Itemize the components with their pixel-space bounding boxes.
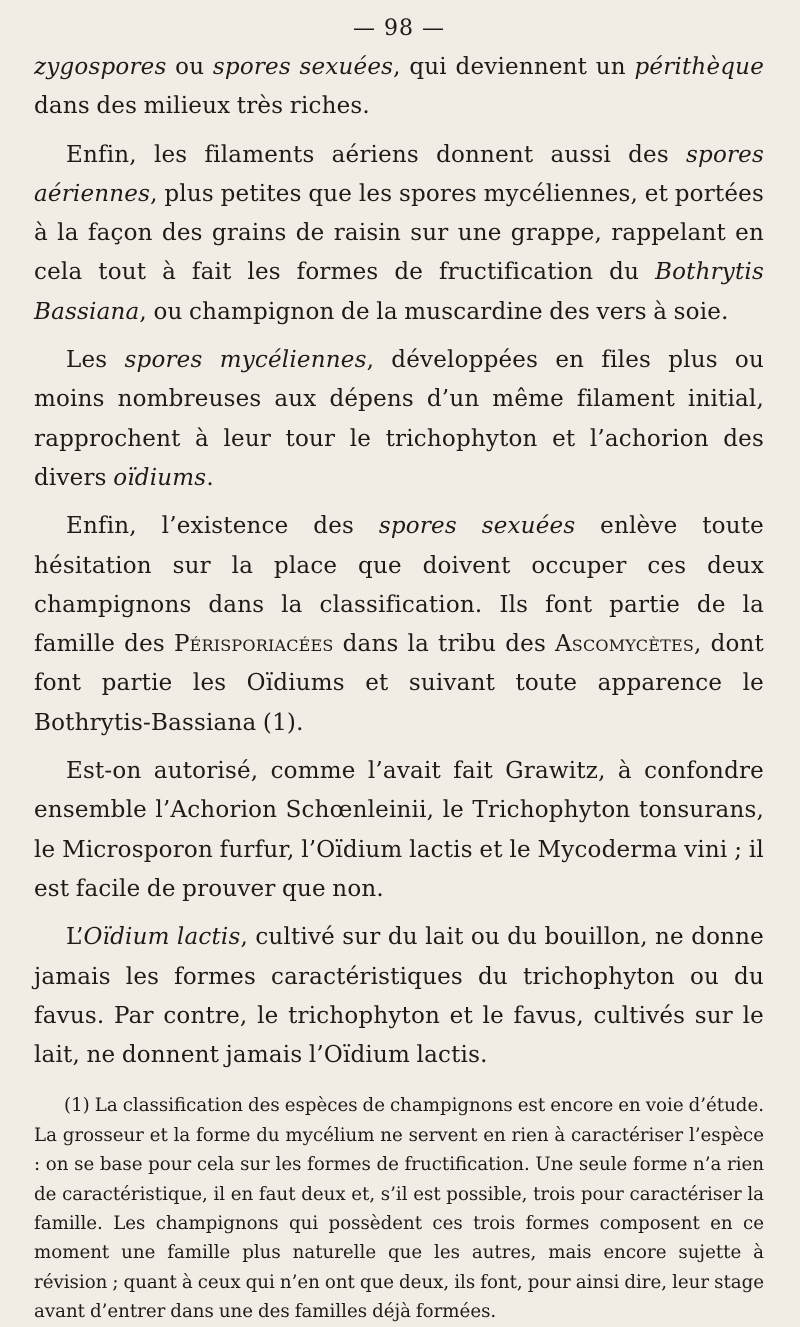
page-number: — 98 — xyxy=(353,16,445,41)
paragraph-oidium-lactis: L’Oïdium lactis, cultivé sur du lait ou du bouillon, ne donne jamais les formes caractéristiques du trichophyton ou du favus. Par contre, le trichophyton et le favus, cultivés sur le lait, ne donnent jamais l’Oïdium lactis. xyxy=(34,924,764,1069)
italic-run: spores sexuées xyxy=(378,513,576,540)
paragraph-spores-sexuees: Enfin, l’existence des spores sexuées enlève toute hésitation sur la place que doivent occuper ces deux champignons dans la classification. Ils font partie de la famille des Périsporiacées dans la tribu des Ascomycètes, dont font partie les Oïdiums et suivant toute apparence le Bothrytis-Bassiana (1). xyxy=(34,513,764,736)
italic-run: spores aériennes xyxy=(34,141,764,207)
footnotes xyxy=(34,1091,764,1326)
italic-run: Oïdium lactis xyxy=(83,924,241,951)
small-caps-run: Ascomycètes xyxy=(554,631,695,658)
small-caps-run: Périsporiacées xyxy=(173,631,334,658)
body-text xyxy=(34,48,764,1075)
italic-run: spores mycéliennes xyxy=(124,347,367,374)
paragraph-continuation: zygospores ou spores sexuées, qui deviennent un périthèque dans des milieux très riches. xyxy=(34,54,764,120)
italic-run: oïdiums xyxy=(113,464,207,491)
italic-run: périthèque xyxy=(634,54,764,80)
paragraph-grawitz: Est-on autorisé, comme l’avait fait Grawitz, à confondre ensemble l’Achorion Schœnleinii, le Trichophyton tonsurans, le Microsporon furfur, l’Oïdium lactis et le Mycoderma vini ; il est facile de prouver que non. xyxy=(34,758,764,902)
italic-run: zygospores xyxy=(34,54,167,80)
paragraph-spores-myceliennes: Les spores mycéliennes, développées en files plus ou moins nombreuses aux dépens d’un même filament initial, rapprochent à leur tour le trichophyton et l’achorion des divers oïdiums. xyxy=(34,347,764,491)
footnote-1: (1) La classification des espèces de champignons est encore en voie d’étude. La grosseur et la forme du mycélium ne servent en rien à caractériser l’espèce : on se base pour cela sur les formes de fructification. Une seule forme n’a rien de caractéristique, il en faut deux et, s’il est possible, trois pour caractériser la famille. Les champignons qui possèdent ces trois formes composent en ce moment une famille plus naturelle que les autres, mais encore sujette à révision ; quant à ceux qui n’en ont que deux, ils font, pour ainsi dire, leur stage avant d’entrer dans une des familles déjà formées. xyxy=(34,1095,764,1323)
italic-run: spores sexuées xyxy=(212,54,394,80)
italic-run: Bothrytis Bassiana xyxy=(34,259,764,325)
paragraph-spores-aeriennes: Enfin, les filaments aériens donnent aussi des spores aériennes, plus petites que les spores mycéliennes, et portées à la façon des grains de raisin sur une grappe, rappelant en cela tout à fait les formes de fructification du Bothrytis Bassiana, ou champignon de la muscardine des vers à soie. xyxy=(34,141,764,325)
